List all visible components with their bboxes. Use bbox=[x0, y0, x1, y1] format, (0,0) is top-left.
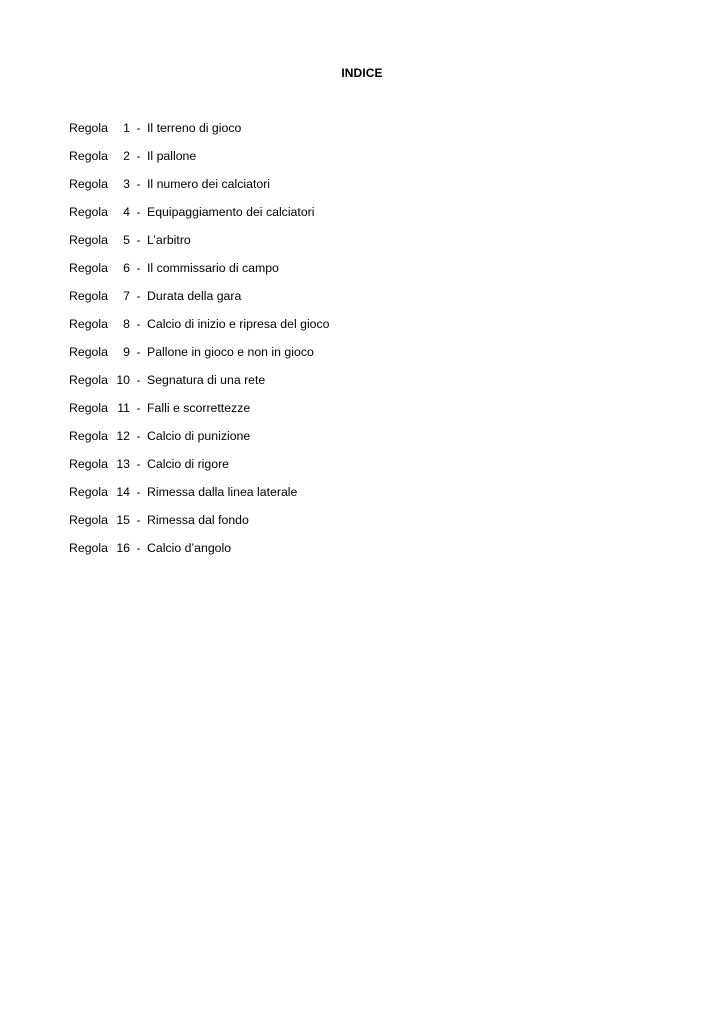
toc-entry-word: Regola bbox=[69, 457, 108, 471]
toc-entry-7 bbox=[69, 288, 330, 316]
toc-entry-word: Regola bbox=[69, 485, 108, 499]
toc-entry-word: Regola bbox=[69, 541, 108, 555]
toc-entry-13 bbox=[69, 456, 330, 484]
toc-entry-word: Regola bbox=[69, 401, 108, 415]
toc-entry-word: Regola bbox=[69, 177, 108, 191]
toc-entry-number: 4 bbox=[123, 205, 130, 219]
toc-entry-text: Il numero dei calciatori bbox=[147, 177, 271, 191]
toc-entry-separator: - bbox=[136, 289, 141, 303]
toc-entry-word: Regola bbox=[69, 261, 108, 275]
toc-entry-number: 5 bbox=[123, 233, 130, 247]
toc-entry-text: L’arbitro bbox=[147, 233, 191, 247]
toc-entry-text: Calcio d’angolo bbox=[147, 541, 232, 555]
toc-entry-separator: - bbox=[136, 513, 141, 527]
toc-entry-separator: - bbox=[136, 121, 141, 135]
toc-entry-word: Regola bbox=[69, 345, 108, 359]
toc-entry-word: Regola bbox=[69, 373, 108, 387]
toc-entry-separator: - bbox=[136, 373, 141, 387]
toc-entry-number: 10 bbox=[116, 373, 130, 387]
toc-entry-text: Pallone in gioco e non in gioco bbox=[147, 345, 314, 359]
toc-entry-text: Calcio di punizione bbox=[147, 429, 251, 443]
toc-entry-separator: - bbox=[136, 261, 141, 275]
toc-entry-text: Il pallone bbox=[147, 149, 197, 163]
toc-entry-separator: - bbox=[136, 429, 141, 443]
toc-entry-separator: - bbox=[136, 177, 141, 191]
toc-entry-word: Regola bbox=[69, 513, 108, 527]
toc-entry-2 bbox=[69, 148, 330, 176]
toc-entry-text: Durata della gara bbox=[147, 289, 242, 303]
toc-entry-number: 9 bbox=[123, 345, 130, 359]
toc-entry-number: 3 bbox=[123, 177, 130, 191]
toc-entry-separator: - bbox=[136, 205, 141, 219]
toc-entry-8 bbox=[69, 316, 330, 344]
toc-entry-text: Segnatura di una rete bbox=[147, 373, 266, 387]
toc-entry-number: 11 bbox=[117, 401, 130, 415]
toc-entry-4 bbox=[69, 204, 330, 232]
page-title: INDICE bbox=[341, 66, 383, 80]
toc-entry-11 bbox=[69, 400, 330, 428]
toc-entry-6 bbox=[69, 260, 330, 288]
toc-entry-separator: - bbox=[136, 345, 141, 359]
toc-entry-text: Calcio di rigore bbox=[147, 457, 230, 471]
toc-entry-number: 13 bbox=[116, 457, 130, 471]
toc-entry-separator: - bbox=[136, 149, 141, 163]
table-of-contents bbox=[69, 120, 330, 568]
toc-entry-9 bbox=[69, 344, 330, 372]
toc-entry-word: Regola bbox=[69, 317, 108, 331]
toc-entry-1 bbox=[69, 120, 330, 148]
toc-entry-number: 15 bbox=[116, 513, 130, 527]
toc-entry-number: 16 bbox=[116, 541, 130, 555]
toc-entry-number: 6 bbox=[123, 261, 130, 275]
toc-entry-15 bbox=[69, 512, 330, 540]
toc-entry-text: Rimessa dal fondo bbox=[147, 513, 249, 527]
toc-entry-separator: - bbox=[136, 541, 141, 555]
toc-entry-text: Il commissario di campo bbox=[147, 261, 279, 275]
toc-entry-word: Regola bbox=[69, 205, 108, 219]
toc-entry-separator: - bbox=[136, 401, 141, 415]
toc-entry-14 bbox=[69, 484, 330, 512]
toc-entry-number: 12 bbox=[116, 429, 130, 443]
toc-entry-text: Il terreno di gioco bbox=[147, 121, 242, 135]
toc-entry-12 bbox=[69, 428, 330, 456]
toc-entry-word: Regola bbox=[69, 233, 108, 247]
toc-entry-number: 8 bbox=[123, 317, 130, 331]
toc-entry-16 bbox=[69, 540, 330, 568]
toc-entry-word: Regola bbox=[69, 289, 108, 303]
toc-entry-text: Equipaggiamento dei calciatori bbox=[147, 205, 315, 219]
toc-entry-5 bbox=[69, 232, 330, 260]
toc-entry-text: Falli e scorrettezze bbox=[147, 401, 251, 415]
toc-entry-word: Regola bbox=[69, 149, 108, 163]
toc-entry-word: Regola bbox=[69, 121, 108, 135]
toc-entry-text: Rimessa dalla linea laterale bbox=[147, 485, 298, 499]
toc-entry-number: 2 bbox=[123, 149, 130, 163]
toc-entry-10 bbox=[69, 372, 330, 400]
toc-entry-number: 1 bbox=[123, 121, 130, 135]
toc-entry-number: 7 bbox=[123, 289, 130, 303]
toc-entry-word: Regola bbox=[69, 429, 108, 443]
toc-entry-separator: - bbox=[136, 233, 141, 247]
toc-entry-text: Calcio di inizio e ripresa del gioco bbox=[147, 317, 330, 331]
toc-entry-separator: - bbox=[136, 457, 141, 471]
toc-entry-number: 14 bbox=[116, 485, 130, 499]
toc-entry-3 bbox=[69, 176, 330, 204]
toc-entry-separator: - bbox=[136, 317, 141, 331]
toc-entry-separator: - bbox=[136, 485, 141, 499]
